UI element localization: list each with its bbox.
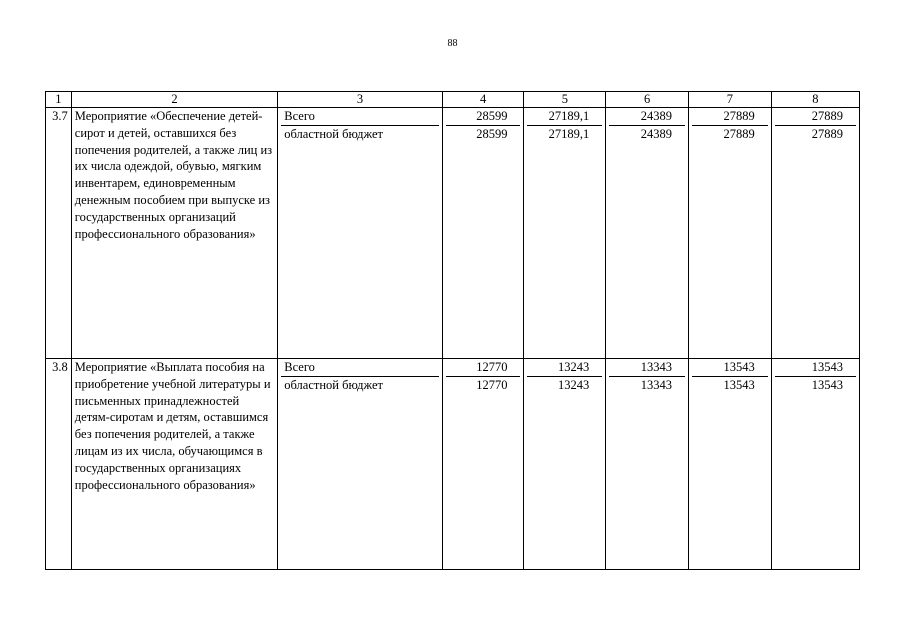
value-cell [771,108,859,359]
value-cell [606,359,689,570]
funding-source-cell [278,108,443,359]
header-cell: 2 [71,92,277,108]
measure-name: Мероприятие «Выплата пособия на приобретение учебной литературы и письменных принадлежностей детям-сиротам и детям, оставшимся без попечения родителей, а также лицам из их числа, обучающимся в государственных организациях профессионального образования» [71,359,277,570]
value-regional: 28599 [446,125,521,143]
row-index: 3.8 [46,359,72,570]
value-regional: 13343 [609,376,685,394]
source-total-label: Всего [284,360,315,374]
header-cell: 1 [46,92,72,108]
value-total: 27189,1 [548,109,590,123]
page-number: 88 [447,38,458,49]
value-cell [689,359,772,570]
value-total: 12770 [476,360,508,374]
value-regional: 24389 [609,125,685,143]
value-total: 13243 [557,360,590,374]
header-cell: 7 [689,92,772,108]
value-cell [771,359,859,570]
value-total: 13543 [811,360,843,374]
value-regional: 27889 [692,125,768,143]
table-row [46,108,860,359]
value-total: 24389 [640,109,672,123]
value-cell [442,359,524,570]
header-cell: 6 [606,92,689,108]
source-regional-label: областной бюджет [281,376,439,394]
source-regional-label: областной бюджет [281,125,439,143]
value-total: 27889 [723,109,755,123]
value-regional: 12770 [446,376,521,394]
header-cell: 5 [524,92,606,108]
row-index: 3.7 [46,108,72,359]
value-regional: 27889 [775,125,856,143]
measure-name: Мероприятие «Обеспечение детей-сирот и детей, оставшихся без попечения родителей, а также лиц из их числа одеждой, обувью, мягким инвентарем, единовременным денежным пособием при выпуске из государственных организаций профессионального образования» [71,108,277,359]
value-cell [606,108,689,359]
value-cell [524,359,606,570]
table-row [46,359,860,570]
header-cell: 8 [771,92,859,108]
value-total: 13543 [723,360,755,374]
value-regional: 13243 [527,376,602,394]
value-total: 13343 [640,360,672,374]
funding-source-cell [278,359,443,570]
value-cell [689,108,772,359]
source-total-label: Всего [284,109,315,123]
value-regional: 13543 [775,376,856,394]
value-regional: 27189,1 [527,125,602,143]
budget-table [45,91,860,570]
value-regional: 13543 [692,376,768,394]
value-total: 27889 [811,109,843,123]
value-total: 28599 [476,109,508,123]
value-cell [442,108,524,359]
header-cell: 3 [278,92,443,108]
header-row [46,92,860,108]
value-cell [524,108,606,359]
header-cell: 4 [442,92,524,108]
